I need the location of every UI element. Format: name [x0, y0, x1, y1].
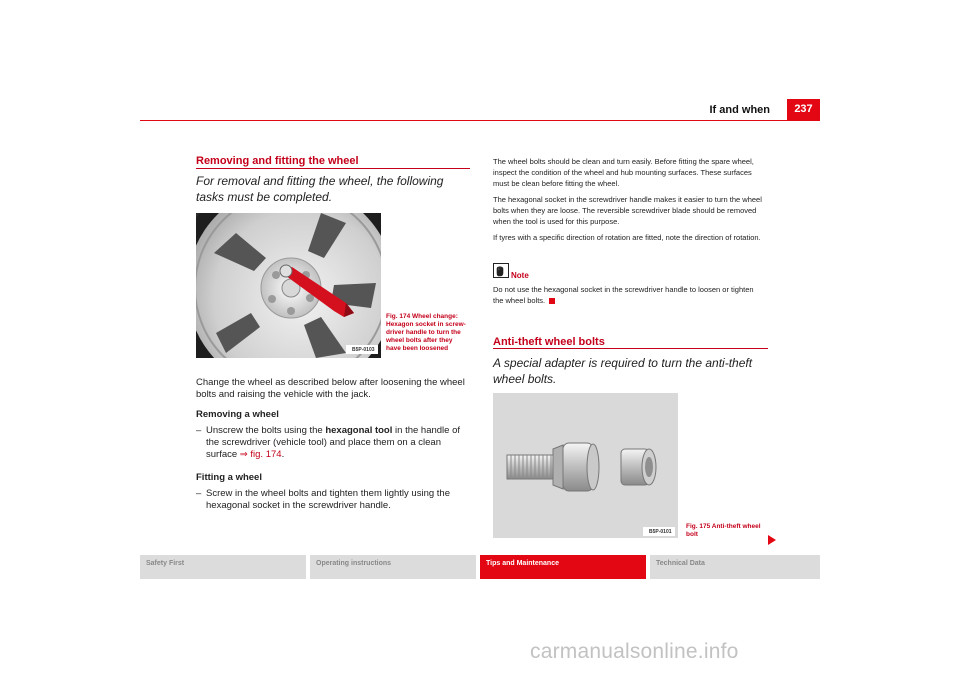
section-heading-removing-fitting: Removing and fitting the wheel: [196, 155, 359, 167]
section-lead: For removal and fitting the wheel, the following tasks must be completed.: [196, 174, 444, 204]
instruction-removing-text: [206, 425, 474, 461]
dash-marker: –: [196, 425, 202, 436]
subheading-fitting: Fitting a wheel: [196, 472, 262, 483]
footer-tab-operating-instructions[interactable]: Operating instructions: [310, 555, 476, 579]
figure-wheel-change: [196, 213, 381, 358]
footer-tab-technical-data[interactable]: Technical Data: [650, 555, 820, 579]
figure-code: B5P-0103: [352, 347, 375, 353]
bolt-adapter-illustration: [493, 393, 678, 538]
note-icon: [493, 263, 509, 278]
wheel-socket-illustration: [196, 213, 381, 358]
dash-marker: –: [196, 488, 202, 499]
watermark: carmanualsonline.info: [530, 640, 739, 663]
footer-tab-tips-maintenance[interactable]: Tips and Maintenance: [480, 555, 646, 579]
instruction-fitting: [196, 488, 474, 512]
subheading-removing: Removing a wheel: [196, 409, 279, 420]
footer-tab-safety-first[interactable]: Safety First: [140, 555, 306, 579]
figure-caption-175: Fig. 175 Anti-theft wheel bolt: [686, 523, 761, 538]
end-marker-icon: [549, 298, 555, 304]
figure-caption-174: Fig. 174 Wheel change: Hexagon socket in screw-driver handle to turn the wheel bolts after they have been loosened: [386, 313, 466, 352]
note-text: [493, 284, 763, 306]
intro-paragraph: Change the wheel as described below after loosening the wheel bolts and raising the vehicle with the jack.: [196, 377, 465, 400]
section-heading-rule: [493, 348, 768, 349]
figure-code: B5P-0101: [649, 529, 672, 535]
figure-anti-theft-bolt: [493, 393, 678, 538]
continue-arrow-icon: [768, 535, 776, 545]
section-heading-anti-theft: Anti-theft wheel bolts: [493, 336, 605, 348]
removing-text-start: Unscrew the bolts using the: [206, 425, 326, 436]
paragraph-bolts-clean: The wheel bolts should be clean and turn easily. Before fitting the spare wheel, inspect the condition of the wheel and hub mounting surfaces. These surfaces must be clean before fitting the wheel.: [493, 157, 754, 188]
removing-text-end: .: [281, 449, 285, 460]
instruction-removing: [196, 425, 474, 461]
header-rule: [140, 120, 820, 121]
note-text-content: Do not use the hexagonal socket in the screwdriver handle to loosen or tighten the wheel bolts.: [493, 285, 754, 305]
section-heading-rule: [196, 168, 470, 169]
removing-text-middle: in the handle of the screwdriver (vehicle tool) and place them on a clean surface: [206, 425, 460, 460]
instruction-fitting-text: Screw in the wheel bolts and tighten them lightly using the hexagonal socket in the screwdriver handle.: [206, 488, 450, 511]
figure-reference-link[interactable]: ⇒ fig. 174: [239, 449, 282, 460]
running-header-title: If and when: [709, 104, 770, 116]
section-lead-anti-theft: A special adapter is required to turn the anti-theft wheel bolts.: [493, 356, 753, 386]
paragraph-hexagonal-socket: The hexagonal socket in the screwdriver handle makes it easier to turn the wheel bolts when they are loose. The reversible screwdriver blade should be removed when the tool is used for this purpose.: [493, 195, 762, 226]
note-title: Note: [511, 271, 529, 280]
paragraph-rotation: If tyres with a specific direction of rotation are fitted, note the direction of rotation.: [493, 233, 761, 242]
removing-bold-term: hexagonal tool: [325, 425, 393, 436]
page-number: 237: [787, 99, 820, 120]
